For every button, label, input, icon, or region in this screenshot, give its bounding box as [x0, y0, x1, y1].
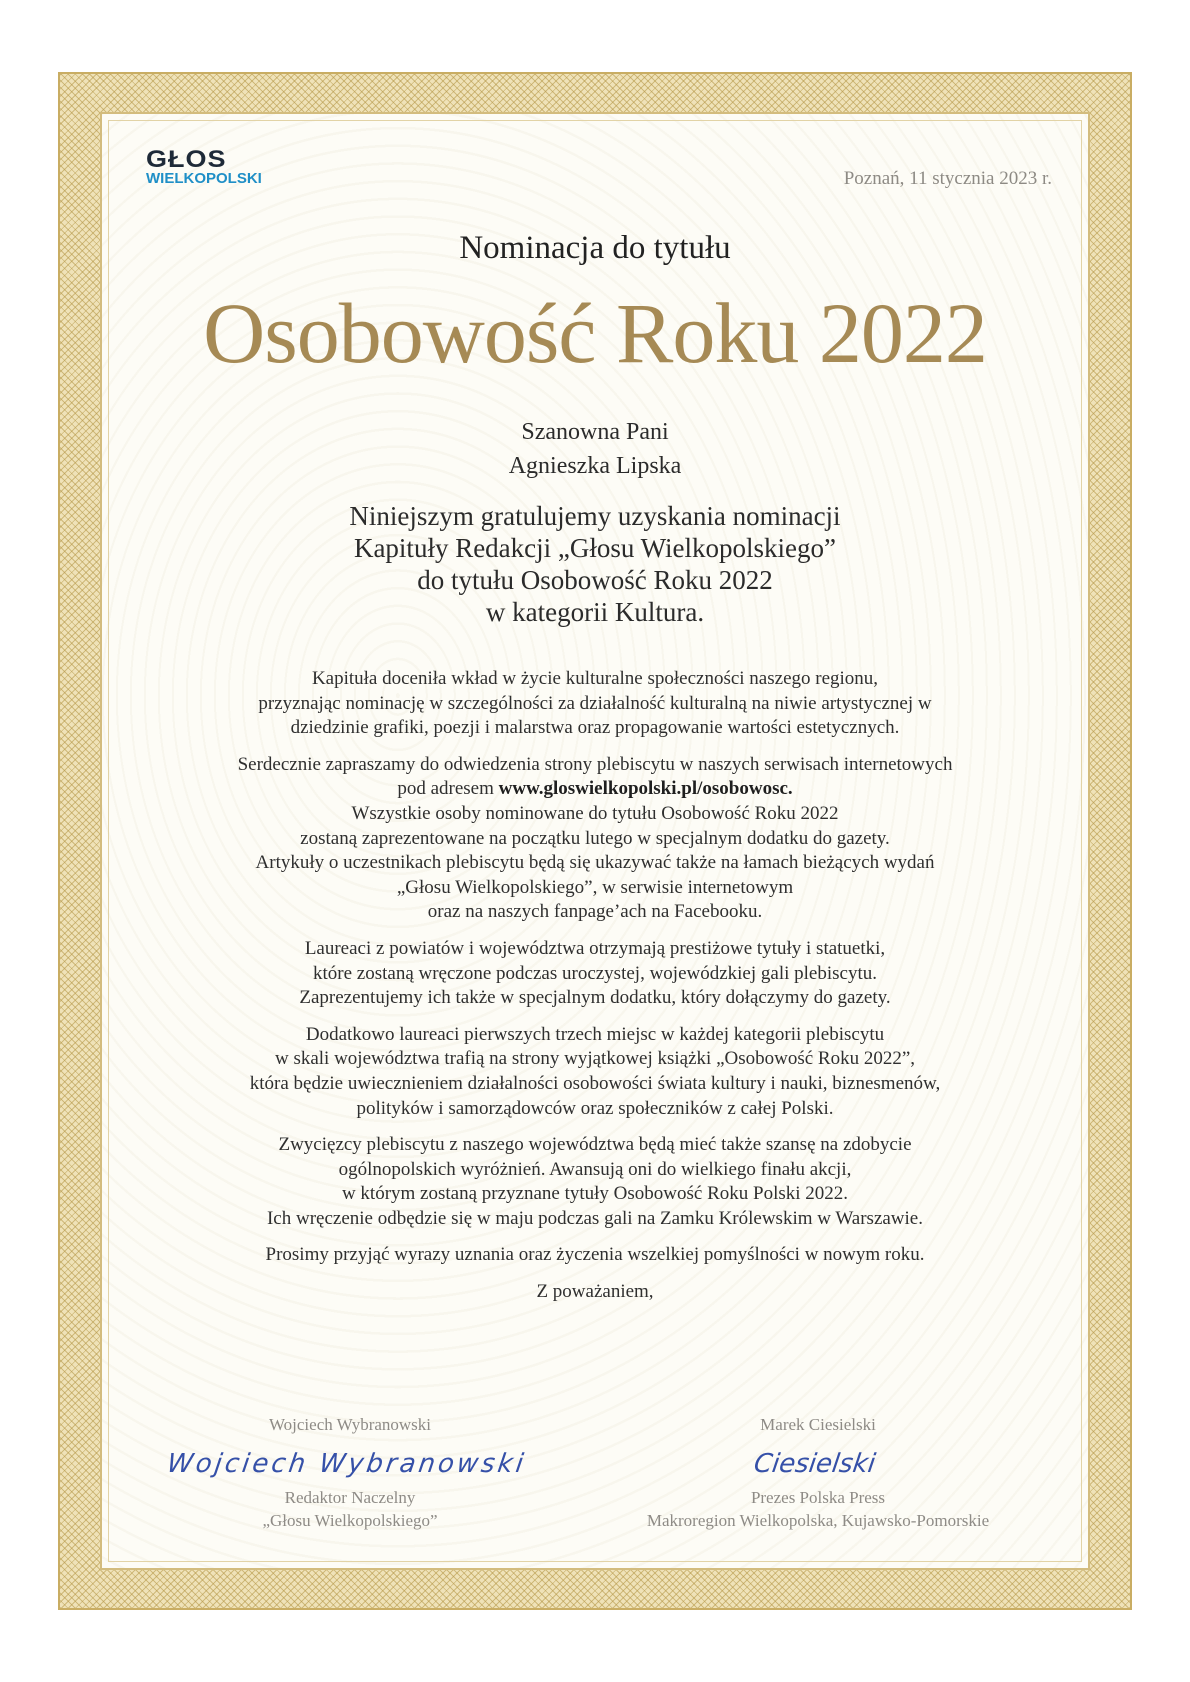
- body-line: Serdecznie zapraszamy do odwiedzenia strony plebiscytu w naszych serwisach internetowych: [237, 753, 953, 775]
- body-line: w skali województwa trafią na strony wyjątkowej książki „Osobowość Roku 2022”,: [274, 1048, 916, 1070]
- closing-phrase: [100, 1280, 1090, 1305]
- body-line: Dodatkowo laureaci pierwszych trzech miejsc w każdej kategorii plebiscytu: [305, 1023, 885, 1045]
- paragraph-laureates: [100, 937, 1090, 1011]
- address-prefix: pod adresem: [397, 778, 499, 800]
- signature-right-text: Ciesielski: [751, 1449, 878, 1479]
- recipient-greeting: [100, 415, 1090, 483]
- body-line: Prosimy przyjąć wyrazy uznania oraz życzenia wszelkiej pomyślności w nowym roku.: [265, 1244, 925, 1266]
- body-line: oraz na naszych fanpage’ach na Facebooku.: [427, 901, 763, 923]
- nomination-line: Kapituły Redakcji „Głosu Wielkopolskiego”: [353, 533, 837, 563]
- signatory-name: Wojciech Wybranowski: [268, 1415, 432, 1434]
- recipient-name: Agnieszka Lipska: [508, 453, 682, 479]
- plebiscite-url: www.gloswielkopolski.pl/osobowosc.: [498, 778, 793, 800]
- document-date: Poznań, 11 stycznia 2023 r.: [843, 168, 1052, 189]
- nomination-line: Niniejszym gratulujemy uzyskania nominacji: [349, 501, 841, 531]
- signature-left-text: Wojciech Wybranowski: [165, 1449, 529, 1479]
- paragraph-invitation: [100, 753, 1090, 925]
- body-line: Zaprezentujemy ich także w specjalnym dodatku, który dołączymy do gazety.: [299, 987, 891, 1009]
- signature-block-right: [618, 1413, 1018, 1532]
- body-line: Zwycięzcy plebiscytu z naszego województwa będą mieć także szansę na zdobycie: [278, 1134, 912, 1156]
- signatory-role: Redaktor Naczelny: [284, 1488, 416, 1507]
- body-line: polityków i samorządowców oraz społeczników z całej Polski.: [356, 1097, 834, 1119]
- body-line: dziedzinie grafiki, poezji i malarstwa oraz propagowanie wartości estetycznych.: [290, 717, 900, 739]
- body-line: która będzie uwiecznieniem działalności osobowości świata kultury i nauki, biznesmenów,: [249, 1072, 941, 1094]
- certificate-subtitle: Nominacja do tytułu: [459, 230, 731, 266]
- signatory-organization: Makroregion Wielkopolska, Kujawsko-Pomorskie: [646, 1511, 990, 1530]
- body-line: przyznając nominację w szczególności za działalność kulturalną na niwie artystycznej w: [258, 692, 932, 714]
- salutation: Szanowna Pani: [521, 419, 669, 445]
- body-line: Laureaci z powiatów i województwa otrzymają prestiżowe tytuły i statuetki,: [304, 937, 886, 959]
- body-line: które zostaną wręczone podczas uroczystej, wojewódzkiej gali plebiscytu.: [313, 962, 877, 984]
- nomination-line: w kategorii Kultura.: [485, 597, 705, 627]
- body-line: Wszystkie osoby nominowane do tytułu Osobowość Roku 2022: [351, 802, 839, 824]
- paragraph-national-final: [100, 1133, 1090, 1231]
- body-line: Z poważaniem,: [536, 1281, 654, 1303]
- paragraph-book: [100, 1023, 1090, 1121]
- paragraph-wishes: [100, 1243, 1090, 1268]
- body-line: w którym zostaną przyznane tytuły Osobowość Roku Polski 2022.: [341, 1183, 849, 1205]
- signature-block-left: [165, 1413, 529, 1532]
- handwritten-signature-left: [165, 1440, 529, 1484]
- signatory-role: Prezes Polska Press: [750, 1488, 886, 1507]
- body-line: zostaną zaprezentowane na początku lutego w specjalnym dodatku do gazety.: [300, 827, 890, 849]
- body-line: Ich wręczenie odbędzie się w maju podczas gali na Zamku Królewskim w Warszawie.: [266, 1207, 923, 1229]
- letter-body: [100, 667, 1090, 1317]
- body-line: Artykuły o uczestnikach plebiscytu będą się ukazywać także na łamach bieżących wydań: [255, 852, 935, 874]
- paragraph-recognition: [100, 667, 1090, 741]
- certificate-title: Osobowość Roku 2022: [203, 285, 987, 381]
- nomination-statement: [100, 500, 1090, 628]
- signatory-organization: „Głosu Wielkopolskiego”: [262, 1511, 438, 1530]
- signatory-name: Marek Ciesielski: [760, 1415, 876, 1434]
- logo-line-2: WIELKOPOLSKI: [146, 170, 262, 187]
- body-line-address: [100, 777, 1090, 802]
- handwritten-signature-right: [718, 1440, 918, 1484]
- glos-wielkopolski-logo: [146, 147, 262, 186]
- body-line: Kapituła doceniła wkład w życie kulturalne społeczności naszego regionu,: [311, 668, 879, 689]
- body-line: ogólnopolskich wyróżnień. Awansują oni do wielkiego finału akcji,: [338, 1158, 852, 1180]
- body-line: „Głosu Wielkopolskiego”, w serwisie internetowym: [396, 876, 794, 898]
- nomination-line: do tytułu Osobowość Roku 2022: [417, 565, 773, 595]
- logo-line-1: GŁOS: [146, 145, 227, 173]
